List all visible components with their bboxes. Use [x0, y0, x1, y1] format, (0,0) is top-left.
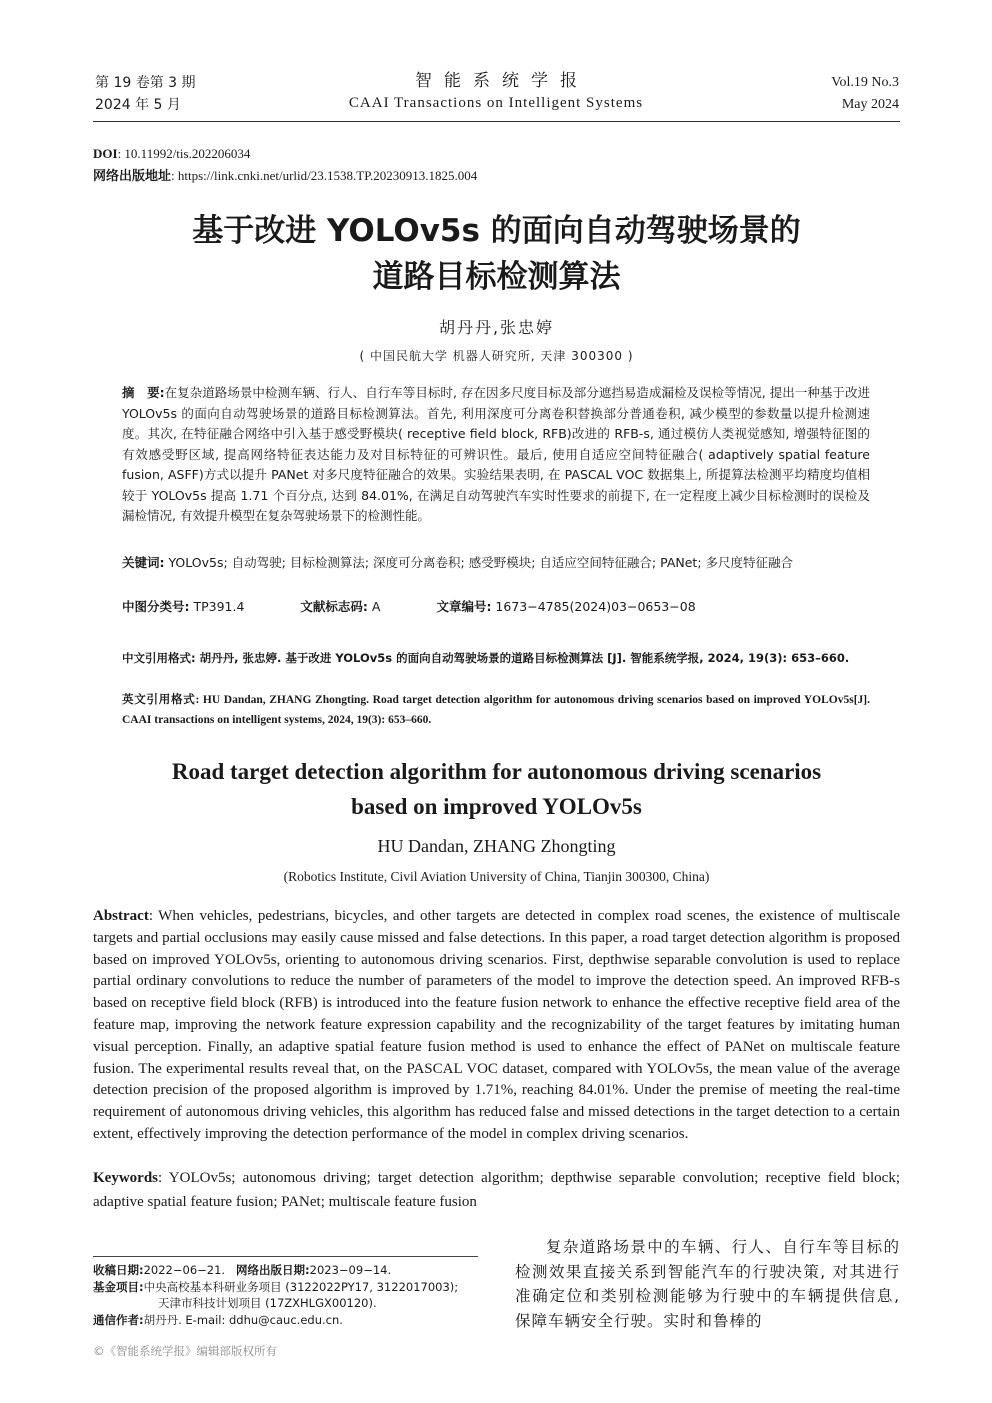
keywords-cn [122, 553, 870, 574]
paper-title-cn-line1: 基于改进 YOLOv5s 的面向自动驾驶场景的 [192, 213, 801, 249]
volume-issue-en: Vol.19 No.3 [831, 75, 899, 90]
journal-name-cn: 智能系统学报 [415, 71, 589, 91]
publication-date-en: May 2024 [841, 97, 899, 112]
citation-cn: 中文引用格式: 胡丹丹, 张忠婷. 基于改进 YOLOv5s 的面向自动驾驶场景的道路目标检测算法 [J]. 智能系统学报, 2024, 19(3): 653–660. [122, 651, 850, 665]
document-code [300, 599, 406, 614]
paper-title-en-line1: Road target detection algorithm for autonomous driving scenarios [171, 759, 822, 784]
abstract-cn-label: 摘 要: [122, 385, 165, 400]
body-paragraph: 复杂道路场景中的车辆、行人、自行车等目标的检测效果直接关系到智能汽车的行驶决策, 对其进行准确定位和类别检测能够为行驶中的车辆提供信息, 保障车辆安全行驶。实时和鲁棒的 [515, 1238, 900, 1330]
article-label: 文章编号: [436, 599, 492, 614]
authors-cn: 胡丹丹,张忠婷 [438, 318, 555, 337]
clc-number [122, 599, 270, 614]
author-value: 胡丹丹. E-mail: ddhu@cauc.edu.cn. [143, 1312, 343, 1327]
received-label: 收稿日期: [93, 1263, 144, 1277]
authors-en: HU Dandan, ZHANG Zhongting [377, 836, 616, 856]
article-meta [93, 143, 477, 188]
abstract-en-label: Abstract [93, 908, 149, 924]
doi-value: : 10.11992/tis.202206034 [117, 146, 251, 161]
affiliation-en: (Robotics Institute, Civil Aviation University of China, Tianjin 300300, China) [283, 869, 710, 884]
received-value: 2022−06−21. [143, 1263, 226, 1277]
header-rule [93, 121, 900, 122]
clc-value: TP391.4 [189, 599, 245, 614]
online-line [93, 165, 477, 188]
paper-title-en-line2: based on improved YOLOv5s [351, 794, 642, 819]
abstract-cn [122, 383, 870, 527]
journal-name [300, 66, 692, 112]
author-label: 通信作者: [93, 1312, 144, 1327]
issue-info [95, 72, 196, 116]
abstract-en-text: : When vehicles, pedestrians, bicycles, and other targets are detected in complex road scenes, the existence of multiscale targets and partial occlusions may easily cause missed and false detections. In this paper, a road target detection algorithm is proposed based on improved YOLOv5s, orienting to autonomous driving scenarios. First, depthwise separable convolution is used to replace partial ordinary convolutions to reduce the number of parameters of the model to improve the detection speed. An improved RFB-s based on receptive field block (RFB) is introduced into the feature fusion network to enhance the effective receptive field area of the feature map, improving the network feature expression capability and the recognizability of the target features by imitating human visual perception. Finally, an adaptive spatial feature fusion method is used to enhance the effect of PANet on multiscale feature fusion. The experimental results reveal that, on the PASCAL VOC dataset, compared with YOLOv5s, the mean value of the average detection precision of the proposed algorithm is improved by 1.71%, reaching 84.01%. Under the premise of meeting the real-time requirement of autonomous driving vehicles, this algorithm has reduced false and missed detections in the target detection to a certain extent, effectively improving the detection performance of the model in complex driving scenarios. [93, 908, 900, 1142]
received-dates [93, 1262, 503, 1279]
clc-label: 中图分类号: [122, 599, 190, 614]
keywords-cn-label: 关键词: [122, 555, 165, 570]
keywords-cn-text: YOLOv5s; 自动驾驶; 目标检测算法; 深度可分离卷积; 感受野模块; 自适应空间特征融合; PANet; 多尺度特征融合 [164, 555, 794, 570]
issue-info-en [831, 72, 899, 116]
publication-date: 2024 年 5 月 [95, 97, 181, 113]
doi-line [93, 143, 477, 165]
copyright-notice: ©《智能系统学报》编辑部版权所有 [93, 1344, 277, 1358]
paper-title-cn-line2: 道路目标检测算法 [372, 259, 621, 295]
doc-value: A [367, 599, 381, 614]
funding-line1: 中央高校基本科研业务项目 (3122022PY17, 3122017003); [143, 1279, 459, 1294]
doc-label: 文献标志码: [300, 599, 368, 614]
footnote-rule [93, 1256, 478, 1257]
paper-title-en [93, 754, 900, 824]
paper-title-cn [93, 208, 900, 300]
corresponding-author [93, 1312, 503, 1329]
abstract-cn-text: 在复杂道路场景中检测车辆、行人、自行车等目标时, 存在因多尺度目标及部分遮挡易造成漏检及误检等情况, 提出一种基于改进 YOLOv5s 的面向自动驾驶场景的道路目标检测算法。首先, 利用深度可分离卷积替换部分普通卷积, 减少模型的参数量以提升检测速度。其次, 在特征融合网络中引入基于感受野模块( receptive field block, RFB)改进的 RFB-s, 通过模仿人类视觉感知, 增强特征图的有效感受野区域, 提高网络特征表达能力及对目标特征的可辨识性。最后, 使用自适应空间特征融合( adaptively spatial feature fusion, ASFF)方式以提升 PANet 对多尺度特征融合的效果。实验结果表明, 在 PASCAL VOC 数据集上, 所提算法检测平均精度均值相较于 YOLOv5s 提高 1.71 个百分点, 达到 84.01%, 在满足自动驾驶汽车实时性要求的前提下, 在一定程度上减少目标检测时的误检及漏检情况, 有效提升模型在复杂驾驶场景下的检测性能。 [122, 385, 870, 523]
funding [93, 1279, 503, 1296]
online-date-value: 2023−09−14. [309, 1263, 392, 1277]
abstract-en [93, 906, 900, 1146]
online-label: 网络出版地址 [93, 169, 172, 184]
footnote [93, 1262, 503, 1328]
keywords-en [93, 1166, 900, 1214]
affiliation-cn: ( 中国民航大学 机器人研究所, 天津 300300 ) [359, 349, 634, 363]
online-url[interactable]: : https://link.cnki.net/urlid/23.1538.TP.20230913.1825.004 [171, 168, 478, 183]
volume-issue: 第 19 卷第 3 期 [95, 75, 196, 91]
article-value: 1673−4785(2024)03−0653−08 [491, 599, 696, 614]
citation-en: 英文引用格式: HU Dandan, ZHANG Zhongting. Road target detection algorithm for autonomous driving scenarios based on improved YOLOv5s[J]. CAAI transactions on intelligent systems, 2024, 19(3): 653–660. [122, 694, 870, 726]
classification-line [122, 597, 870, 617]
funding-label: 基金项目: [93, 1279, 144, 1294]
keywords-en-text: : YOLOv5s; autonomous driving; target detection algorithm; depthwise separable convolution; receptive field block; adaptive spatial feature fusion; PANet; multiscale feature fusion [93, 1170, 900, 1210]
journal-name-en: CAAI Transactions on Intelligent Systems [348, 95, 644, 111]
online-date-label: 网络出版日期: [236, 1263, 310, 1277]
funding-line2: 天津市科技计划项目 (17ZXHLGX00120). [158, 1296, 377, 1310]
article-number [436, 599, 721, 614]
keywords-en-label: Keywords [93, 1170, 158, 1186]
doi-label: DOI [93, 146, 118, 161]
